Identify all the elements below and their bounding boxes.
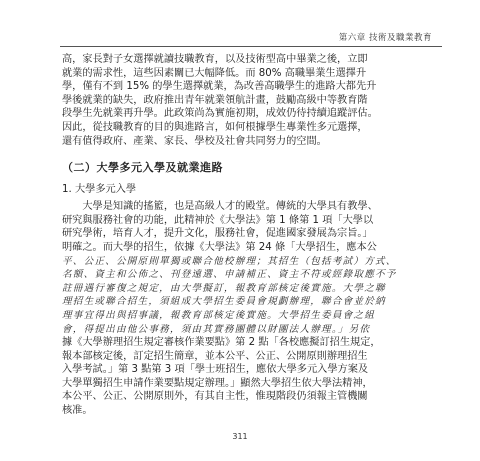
- header-rule: [60, 46, 442, 47]
- text-line: 大學單獨招生申請作業要點規定辦理。」顯然大學招生依大學法精神，: [62, 377, 373, 389]
- text-line: 研究學術，培育人才，提升文化，服務社會，促進國家發展為宗旨。」: [62, 228, 373, 240]
- page-body: [62, 53, 424, 418]
- text-line: 還有值得政府、產業、家長、學校及社會共同努力的空間。: [62, 135, 327, 147]
- intro-paragraph: [62, 53, 424, 148]
- quoted-text-line: 理招生或聯合招生，須組成大學招生委員會規劃辦理，聯合會並於納: [62, 296, 386, 308]
- quoted-text-line: 理事宜得出與招事議，報教育部核定後實施。大學招生委員會之組: [62, 309, 376, 321]
- subsection-heading: 1. 大學多元入學: [62, 184, 137, 196]
- text-line: 據《大學辦理招生規定審核作業要點》第 2 點「各校應擬訂招生規定，: [62, 337, 381, 349]
- text-line: 核准。: [62, 405, 93, 417]
- text-line: 明確之。而大學的招生，依據《大學法》第 24 條「大學招生，應本公: [62, 241, 377, 253]
- text-line: 因此，從技職教育的目的與進路言，如何根據學生專業性多元選擇，: [62, 121, 368, 133]
- running-header: 第六章 技術及職業教育: [338, 33, 432, 43]
- text-line: 大學是知識的搖籃，也是高級人才的殿堂。傳統的大學具有教學、: [62, 201, 378, 213]
- text-line: 段學生先就業再升學。此政策尚為實施初期，成效仍待持續追蹤評估。: [62, 108, 378, 120]
- page-number: 311: [232, 432, 248, 441]
- quoted-text-line: 會，得提出由他公事務，須由其實務團體以財團法人辦理。」另依: [62, 323, 371, 335]
- text-line: 學，僅有不到 15% 的學生選擇就業，為改善高職學生的進路大都先升: [62, 81, 377, 93]
- quoted-text-line: 註冊遇行審復之規定，由大學擬訂，報教育部核定後實施。大學之聯: [62, 282, 386, 294]
- text-line: 報本部核定後，訂定招生簡章，並本公平、公正、公開原則辦理招生: [62, 350, 368, 362]
- section-heading: （二）大學多元入學及就業進路: [62, 161, 223, 175]
- text-line: 本公平、公正、公開原則外，有其自主性，惟現階段仍須報主管機關: [62, 391, 368, 403]
- text-line: 高，家長對子女選擇就讀技職教育，以及技術型高中畢業之後，立即: [62, 54, 368, 65]
- text-line: 學後就業的缺失，政府推出青年就業領航計畫，鼓勵高級中等教育階: [62, 94, 368, 106]
- text-line: 研究與服務社會的功能，此精神於《大學法》第 1 條第 1 項「大學以: [62, 214, 374, 226]
- quoted-text-line: 平、公正、公開原則單獨或聯合他校辦理；其招生（包括考試）方式、: [62, 255, 397, 267]
- main-paragraph: [62, 200, 424, 418]
- text-line: 入學考試。」第 3 點第 3 項「學士班招生，應依大學多元入學方案及: [62, 364, 369, 376]
- quoted-text-line: 名額、資主和公佈之、刊登遠選、申請補正、資主不符或經錄取應不予: [62, 269, 397, 281]
- text-line: 就業的需求性，這些因素關已大幅降低。而 80% 高職畢業生選擇升: [62, 67, 367, 79]
